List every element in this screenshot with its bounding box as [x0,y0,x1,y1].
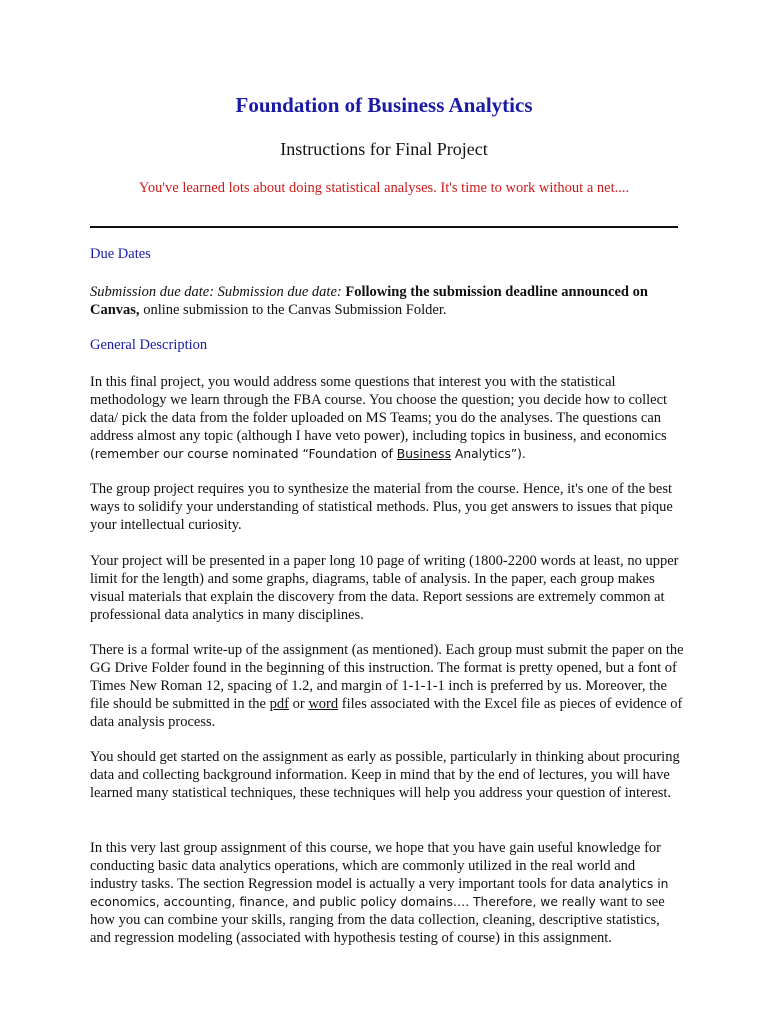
course-name-note-start: (remember our course nominated “Foundation of [90,447,393,461]
paragraph-2: The group project requires you to synthesize the material from the course. Hence, it's one of the best ways to solidify your understanding of statistical methods. Plus, you get answers to issues that pique your intellectual curiosity. [90,481,673,533]
paragraph-6 [90,839,684,947]
due-dates-paragraph [90,283,684,319]
paragraph-6-end: want to see how you can combine your skills, ranging from the data collection, cleaning, descriptive statistics, and regression modeling (associated with hypothesis testing of course) in this assignment. [90,894,665,946]
document-subtitle: Instructions for Final Project [280,139,488,159]
paragraph-4-end: files associated with the Excel file as pieces of evidence of data analysis process. [90,696,683,730]
business-link[interactable]: Business [396,447,451,461]
paragraph-6-start: In this very last group assignment of this course, we hope that you have gain useful knowledge for conducting basic data analytics operations, which are commonly utilized in the real world and industry tasks. The section Regression model is actually a very important tools for data [90,840,662,892]
due-date-emphasis: Following the submission deadline announced on Canvas, [90,284,648,318]
paragraph-1-text: In this final project, you would address some questions that interest you with the statistical methodology we learn through the FBA course. You choose the question; you decide how to collect data/ pick the data from the folder uploaded on MS Teams; you do the analyses. The questions can address almost any topic (although I have veto power), including topics in business, and economics [90,374,668,444]
word-link[interactable]: word [308,696,339,712]
paragraph-4 [90,641,684,731]
paragraph-3: Your project will be presented in a paper long 10 page of writing (1800-2200 words at least, no upper limit for the length) and some graphs, diagrams, table of analysis. In the paper, each group makes visual materials that explain the discovery from the data. Report sessions are extremely common at professional data analytics in many disciplines. [90,553,679,623]
paragraph-4-start: There is a formal write-up of the assignment (as mentioned). Each group must submit the paper on the GG Drive Folder found in the beginning of this instruction. The format is pretty opened, but a font of Times New Roman 12, spacing of 1.2, and margin of 1-1-1-1 inch is preferred by us. Moreover, the file should be submitted in the [90,642,684,712]
due-date-label: Submission due date: Submission due date: [90,284,342,300]
pdf-link[interactable]: pdf [269,696,289,712]
horizontal-divider [90,226,678,228]
paragraph-1 [90,373,684,463]
due-date-rest: online submission to the Canvas Submission Folder. [143,302,447,318]
course-name-note [90,447,526,461]
course-name-note-end: Analytics”). [454,447,526,461]
general-description-heading: General Description [90,337,208,353]
paragraph-6-alt: analytics in economics, accounting, finance, and public policy domains…. Therefore, we really [90,877,669,909]
paragraph-5: You should get started on the assignment as early as possible, particularly in thinking about procuring data and collecting background information. Keep in mind that by the end of lectures, you will have learned many statistical techniques, these techniques will help you address your question of interest. [90,749,680,801]
paragraph-4-or: or [292,696,305,712]
due-dates-heading: Due Dates [90,246,151,262]
document-title: Foundation of Business Analytics [235,93,533,117]
document-tagline: You've learned lots about doing statistical analyses. It's time to work without a net.... [138,180,630,196]
